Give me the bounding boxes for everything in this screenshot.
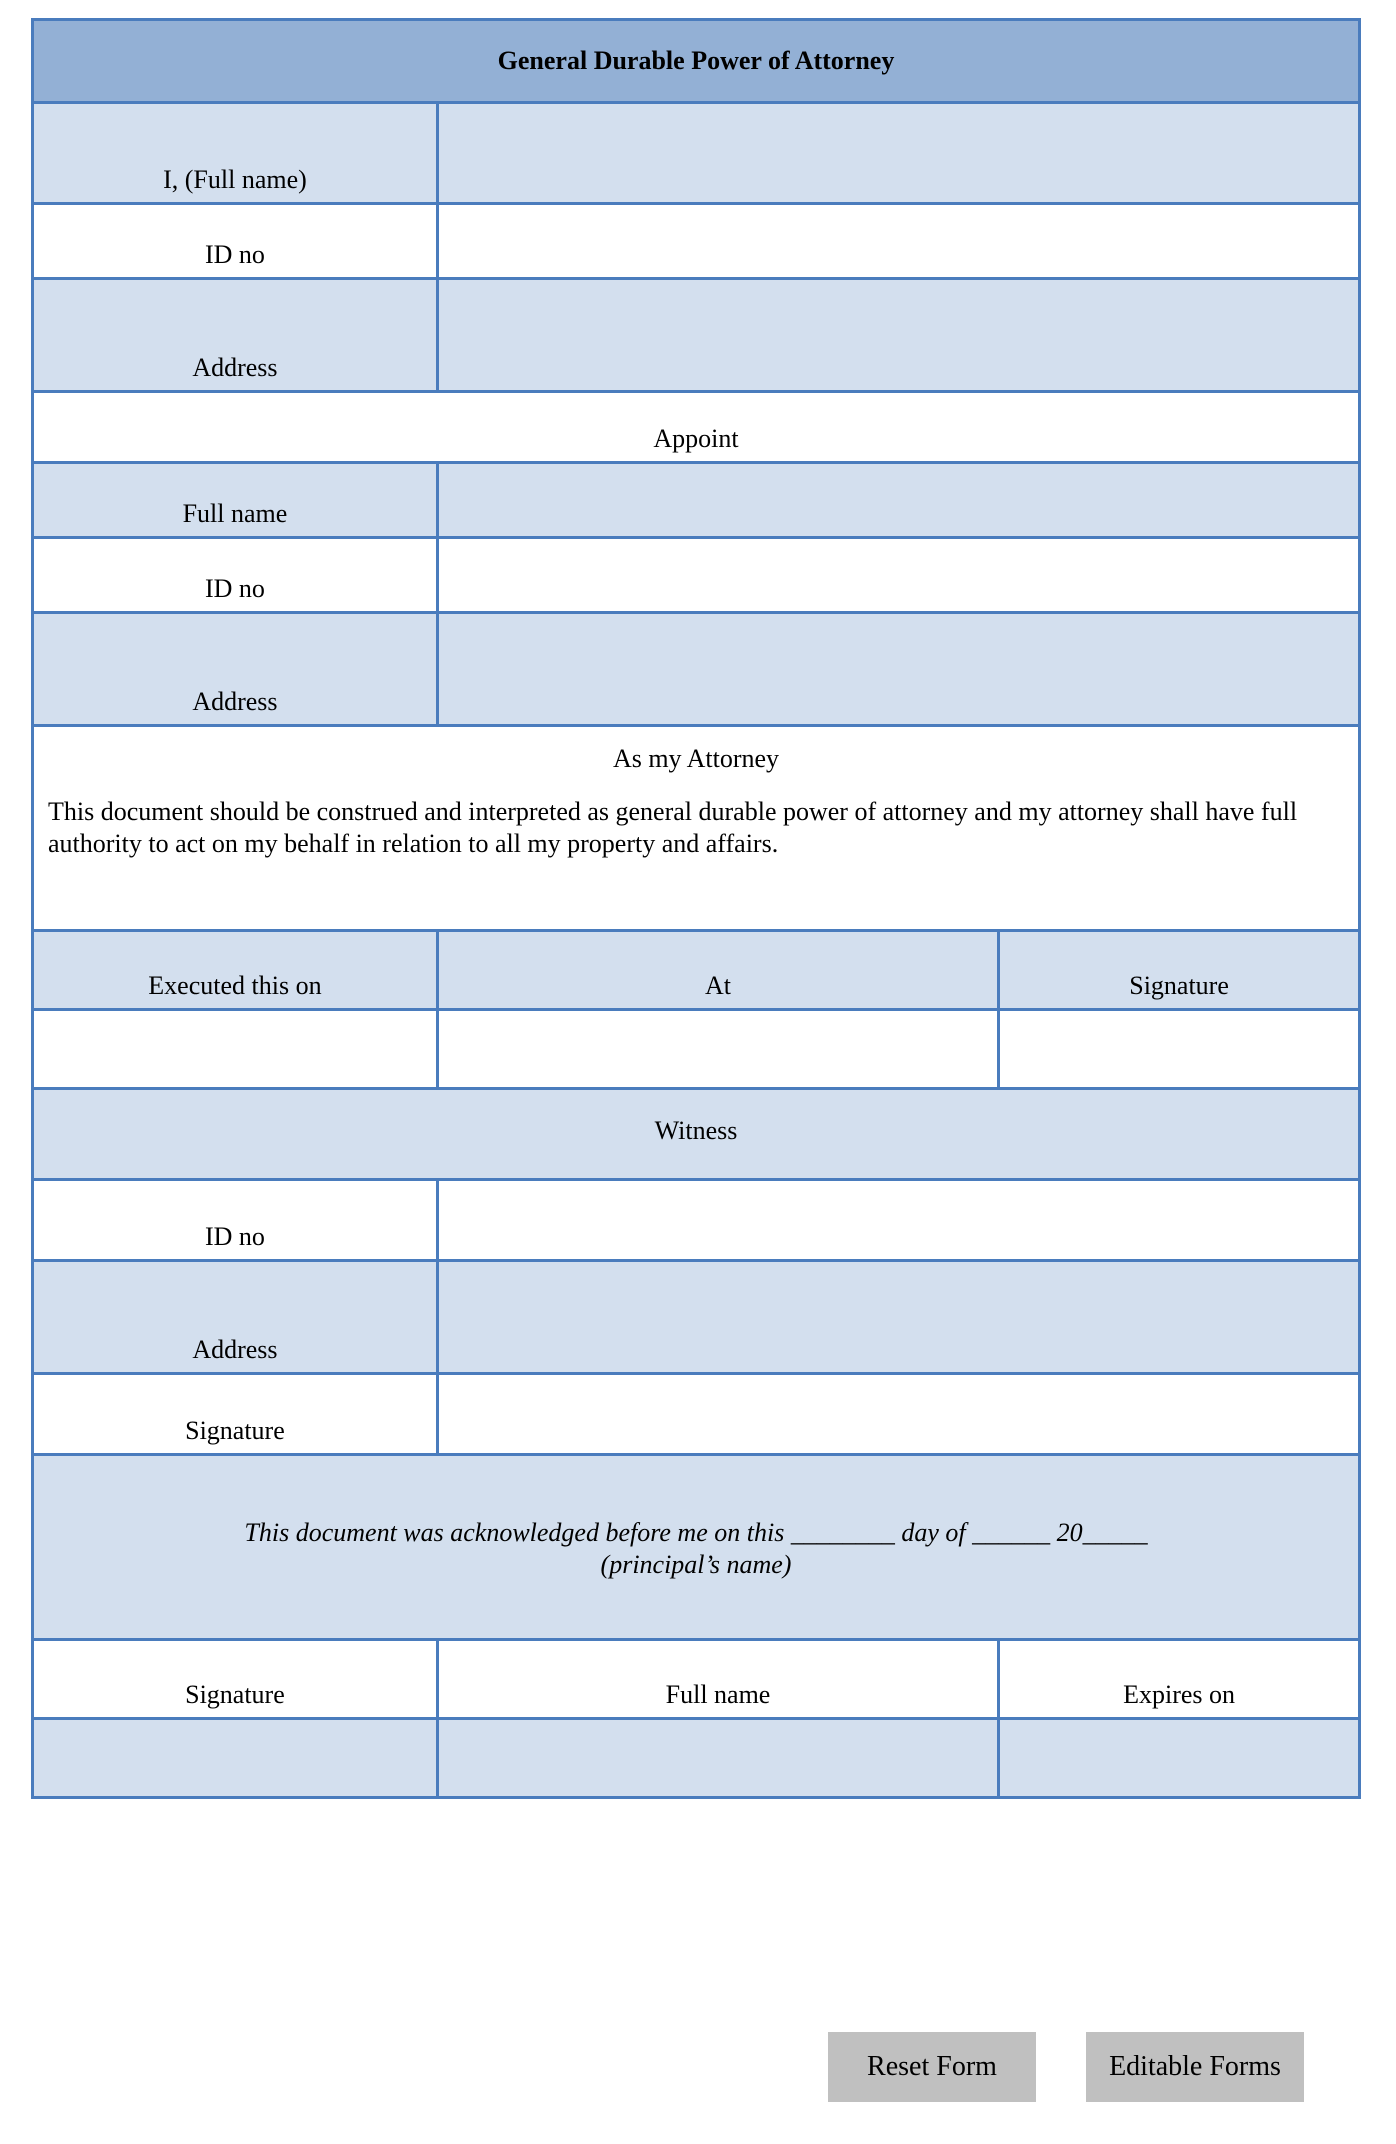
witness-id-field[interactable] [437,1180,1359,1261]
witness-signature-row [33,1374,1360,1455]
witness-heading: Witness [33,1089,1360,1180]
construction-paragraph: This document should be construed and interpreted as general durable power of attorney and my attorney shall have full authority to act on my behalf in relation to all my property and affairs. [48,796,1298,858]
acknowledgement-line-2: (principal’s name) [600,1550,792,1579]
power-of-attorney-form [31,18,1361,1799]
principal-id-label: ID no [33,204,438,279]
notary-full-name-label: Full name [437,1640,998,1719]
construction-cell [33,726,1360,931]
witness-address-field[interactable] [437,1261,1359,1374]
attorney-name-row [33,463,1360,538]
acknowledgement-line-1: This document was acknowledged before me on this ________ day of ______ 20_____ [244,1517,1148,1547]
executed-signature-field[interactable] [999,1010,1360,1089]
witness-signature-label: Signature [33,1374,438,1455]
principal-id-field[interactable] [437,204,1359,279]
witness-id-label: ID no [33,1180,438,1261]
notary-header-row [33,1640,1360,1719]
page-title: General Durable Power of Attorney [33,20,1360,103]
principal-address-row [33,279,1360,392]
acknowledgement-row [33,1455,1360,1640]
notary-full-name-field[interactable] [437,1719,998,1798]
notary-signature-field[interactable] [33,1719,438,1798]
title-row [33,20,1360,103]
attorney-id-row [33,538,1360,613]
notary-expires-field[interactable] [999,1719,1360,1798]
witness-heading-row [33,1089,1360,1180]
principal-address-field[interactable] [437,279,1359,392]
witness-address-label: Address [33,1261,438,1374]
principal-name-row [33,103,1360,204]
execution-input-row [33,1010,1360,1089]
attorney-address-row [33,613,1360,726]
attorney-id-field[interactable] [437,538,1359,613]
executed-at-field[interactable] [437,1010,998,1089]
attorney-address-label: Address [33,613,438,726]
principal-address-label: Address [33,279,438,392]
principal-name-field[interactable] [437,103,1359,204]
executed-on-field[interactable] [33,1010,438,1089]
notary-input-row [33,1719,1360,1798]
witness-id-row [33,1180,1360,1261]
witness-signature-field[interactable] [437,1374,1359,1455]
principal-id-row [33,204,1360,279]
notary-expires-label: Expires on [999,1640,1360,1719]
appoint-label: Appoint [33,392,1360,463]
acknowledgement-cell [33,1455,1360,1640]
poa-table [31,18,1361,1799]
executed-signature-label: Signature [999,931,1360,1010]
reset-form-button[interactable]: Reset Form [828,2032,1036,2102]
executed-on-label: Executed this on [33,931,438,1010]
form-actions [0,2032,1396,2102]
attorney-address-field[interactable] [437,613,1359,726]
editable-forms-button[interactable]: Editable Forms [1086,2032,1304,2102]
attorney-id-label: ID no [33,538,438,613]
execution-header-row [33,931,1360,1010]
witness-address-row [33,1261,1360,1374]
attorney-name-label: Full name [33,463,438,538]
attorney-name-field[interactable] [437,463,1359,538]
appoint-row [33,392,1360,463]
construction-row [33,726,1360,931]
executed-at-label: At [437,931,998,1010]
principal-name-label: I, (Full name) [33,103,438,204]
as-my-attorney-label: As my Attorney [612,744,780,773]
notary-signature-label: Signature [33,1640,438,1719]
